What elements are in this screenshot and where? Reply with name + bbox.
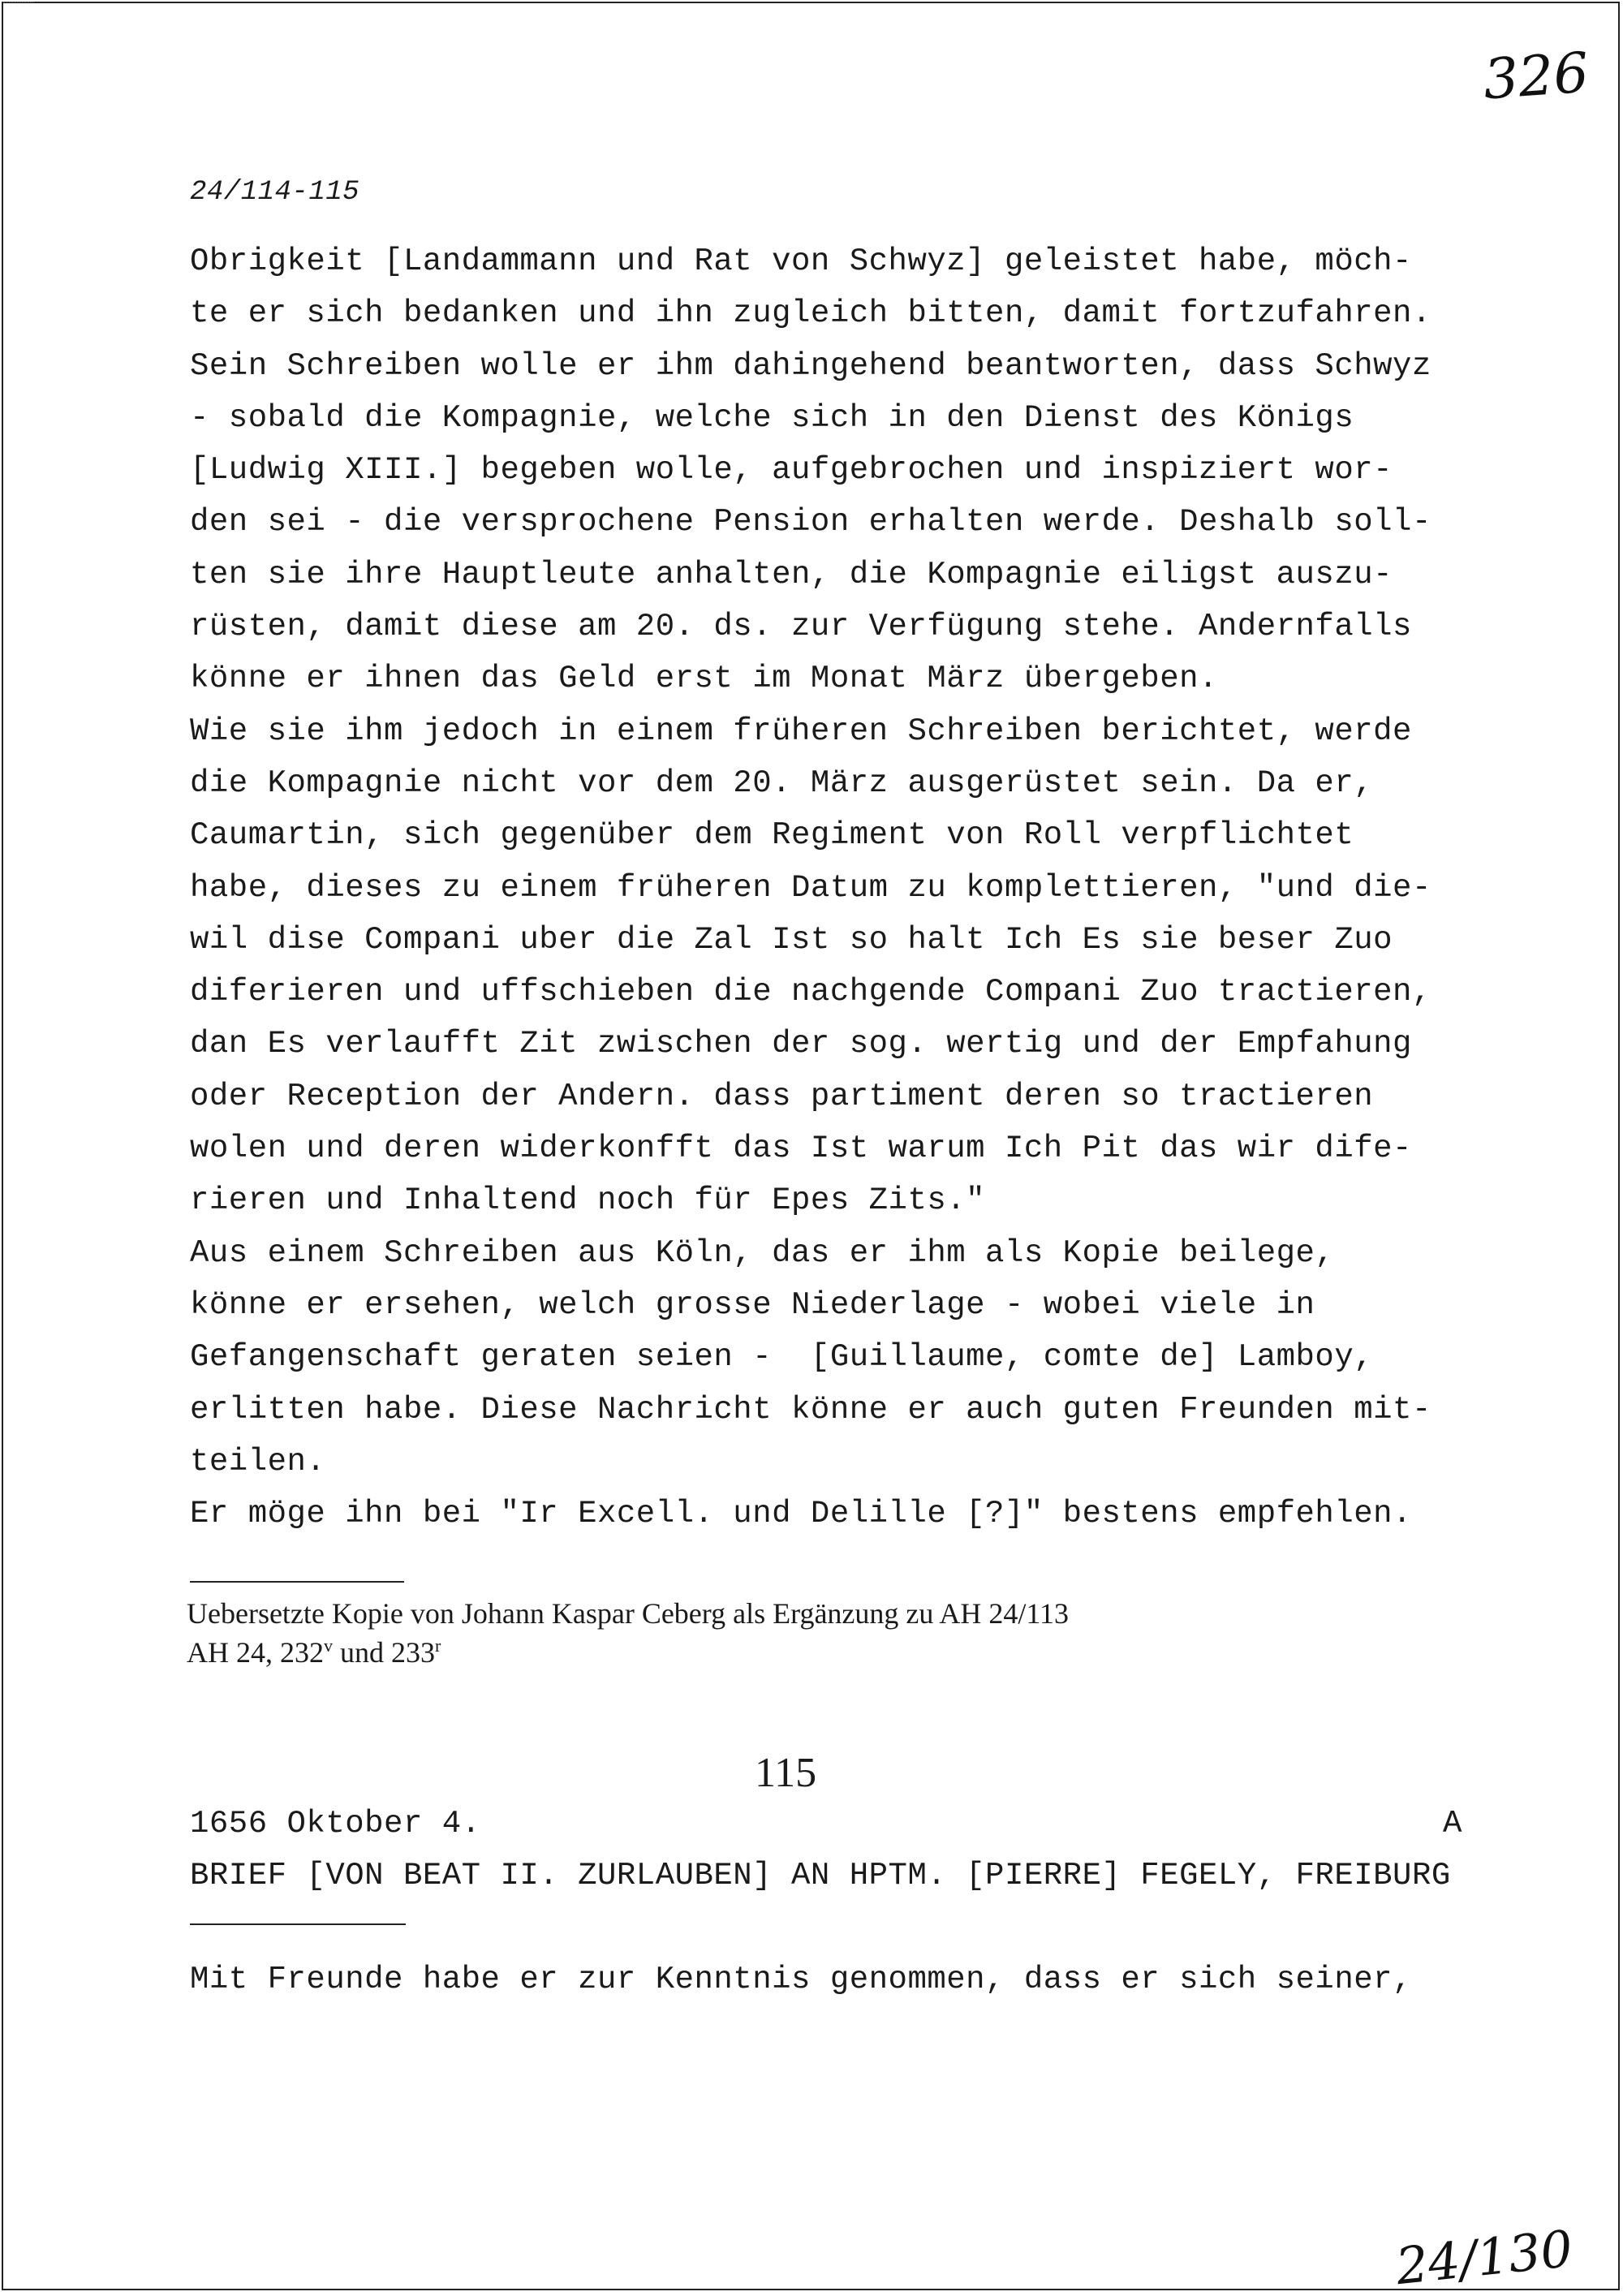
source-note: [187, 1597, 1069, 1669]
archive-reference: 24/130: [1393, 2218, 1576, 2296]
body-line: Obrigkeit [Landammann und Rat von Schwyz] geleistet habe, möch-: [190, 243, 1412, 279]
body-line: diferieren und uffschieben die nachgende Compani Zuo tractieren,: [190, 974, 1431, 1010]
verso-mark: v: [324, 1635, 333, 1656]
recto-mark: r: [435, 1635, 441, 1656]
footnote-divider: [190, 1581, 404, 1583]
corner-mark: [3, 2, 34, 6]
body-text: [190, 235, 1472, 1540]
body-line: [Ludwig XIII.] begeben wolle, aufgebrochen und inspiziert wor-: [190, 452, 1393, 489]
body-line: den sei - die versprochene Pension erhalten werde. Deshalb soll-: [190, 504, 1431, 541]
body-line: könne er ersehen, welch grosse Niederlage - wobei viele in: [190, 1286, 1315, 1323]
body-line: teilen.: [190, 1443, 326, 1480]
body-line: Aus einem Schreiben aus Köln, das er ihm als Kopie beilege,: [190, 1234, 1335, 1271]
document-date: 1656 Oktober 4.: [190, 1806, 481, 1842]
body-line: Sein Schreiben wolle er ihm dahingehend beantworten, dass Schwyz: [190, 347, 1431, 384]
body-line: Wie sie ihm jedoch in einem früheren Schreiben berichtet, werde: [190, 713, 1412, 749]
body-line: wolen und deren widerkonfft das Ist warum Ich Pit das wir dife-: [190, 1131, 1412, 1167]
body-line: wil dise Compani uber die Zal Ist so halt Ich Es sie beser Zuo: [190, 921, 1393, 958]
body-line: ten sie ihre Hauptleute anhalten, die Kompagnie eiligst auszu-: [190, 556, 1393, 592]
source-note-line: Uebersetzte Kopie von Johann Kaspar Ceberg als Ergänzung zu AH 24/113: [187, 1597, 1070, 1630]
title-divider: [190, 1923, 406, 1925]
body-line: rieren und Inhaltend noch für Epes Zits.": [190, 1182, 986, 1219]
next-paragraph: Mit Freunde habe er zur Kenntnis genommen, dass er sich seiner,: [190, 1962, 1412, 1997]
running-head: 24/114-115: [190, 177, 360, 208]
document-number: 115: [755, 1750, 817, 1796]
source-ref-text: AH 24, 232: [187, 1636, 324, 1669]
body-line: Caumartin, sich gegenüber dem Regiment von Roll verpflichtet: [190, 817, 1354, 854]
body-line: Gefangenschaft geraten seien - [Guillaume, comte de] Lamboy,: [190, 1339, 1374, 1376]
page-number-stamp: 326: [1481, 41, 1591, 113]
body-line: könne er ihnen das Geld erst im Monat März übergeben.: [190, 661, 1218, 697]
document-variant: A: [1443, 1806, 1462, 1842]
body-line: die Kompagnie nicht vor dem 20. März ausgerüstet sein. Da er,: [190, 765, 1374, 801]
document-title: BRIEF [VON BEAT II. ZURLAUBEN] AN HPTM. [PIERRE] FEGELY, FREIBURG: [190, 1858, 1451, 1893]
body-line: erlitten habe. Diese Nachricht könne er auch guten Freunden mit-: [190, 1391, 1431, 1428]
source-note-reference: [187, 1630, 1069, 1669]
body-line: rüsten, damit diese am 20. ds. zur Verfügung stehe. Andernfalls: [190, 609, 1412, 645]
body-line: - sobald die Kompagnie, welche sich in den Dienst des Königs: [190, 399, 1354, 436]
body-line: te er sich bedanken und ihn zugleich bitten, damit fortzufahren.: [190, 295, 1431, 332]
body-line: oder Reception der Andern. dass partiment deren so tractieren: [190, 1078, 1374, 1114]
body-line: Er möge ihn bei "Ir Excell. und Delille [?]" bestens empfehlen.: [190, 1496, 1412, 1532]
body-line: dan Es verlaufft Zit zwischen der sog. wertig und der Empfahung: [190, 1026, 1412, 1062]
body-line: habe, dieses zu einem früheren Datum zu komplettieren, "und die-: [190, 869, 1431, 906]
source-ref-text: und 233: [333, 1636, 435, 1669]
